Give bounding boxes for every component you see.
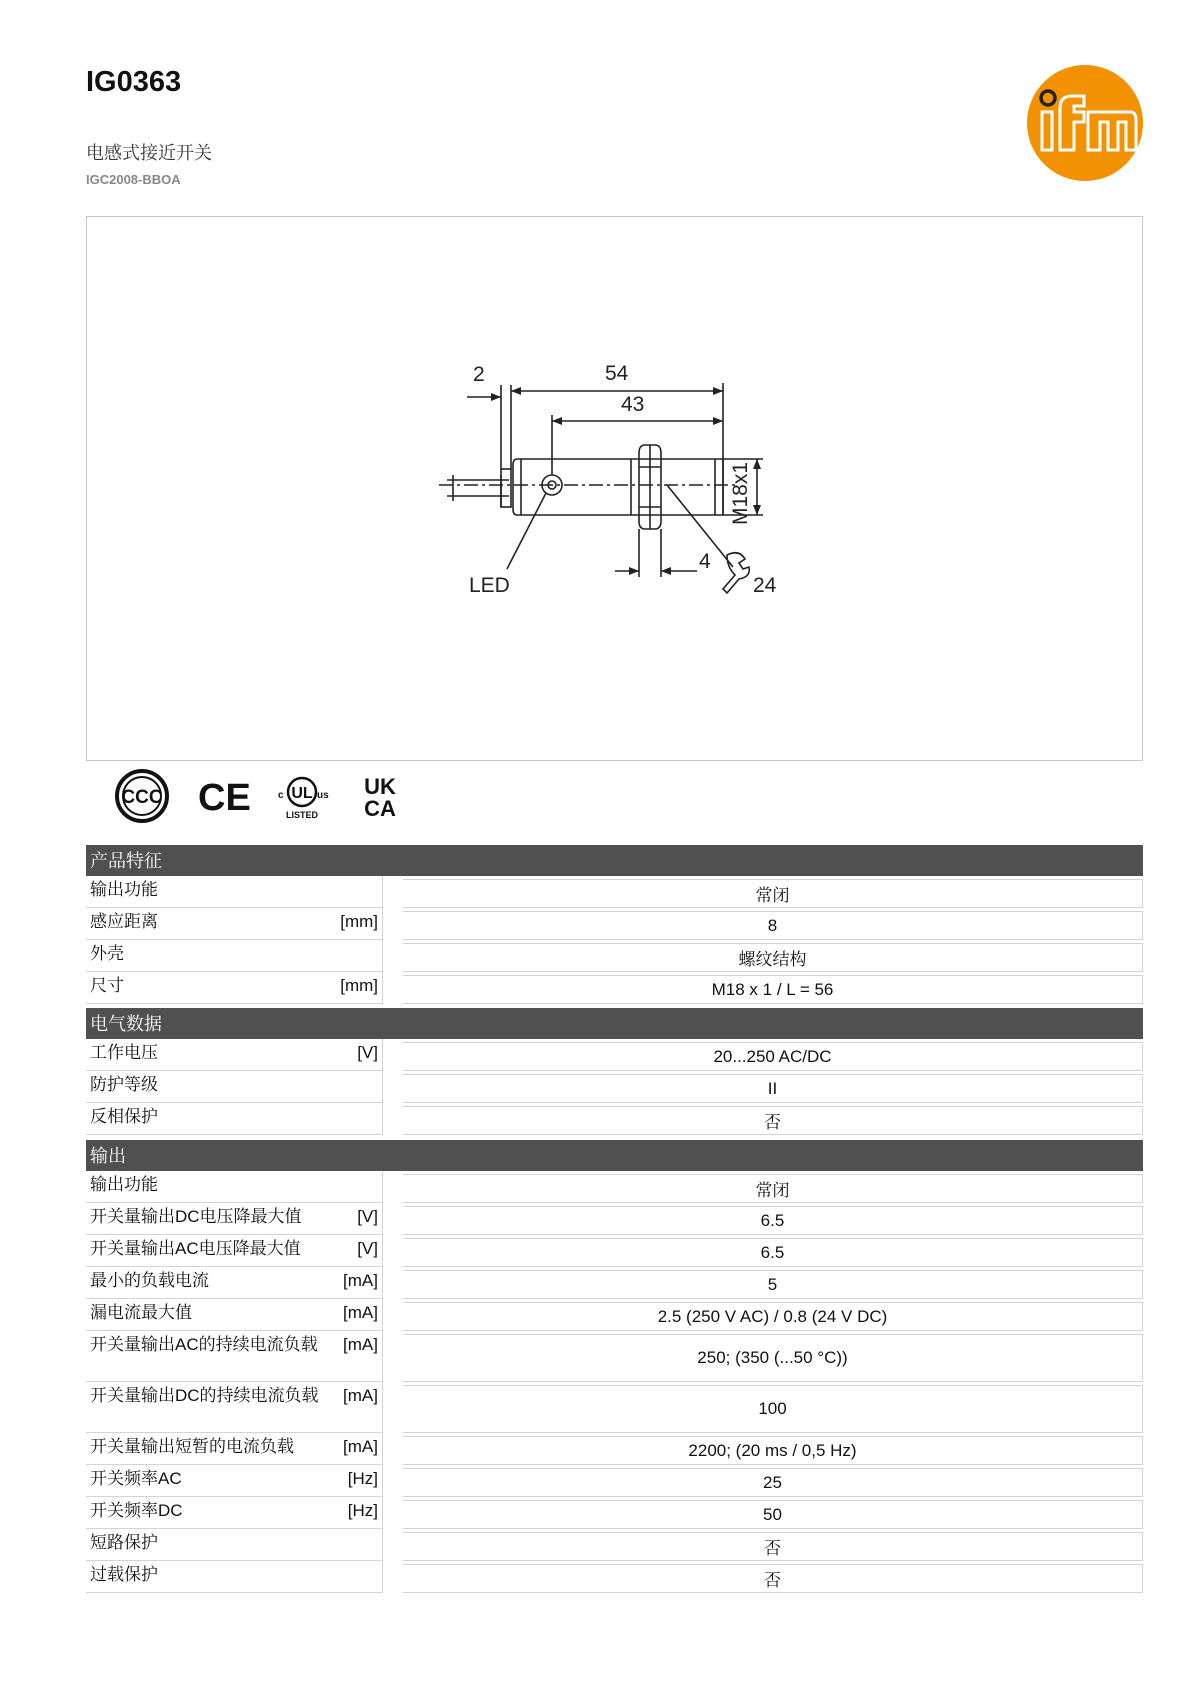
svg-text:us: us — [317, 790, 329, 801]
row-value: 20...250 AC/DC — [403, 1042, 1143, 1071]
table-row — [86, 1071, 1143, 1103]
row-value: 否 — [403, 1564, 1143, 1593]
led-label: LED — [469, 574, 510, 597]
row-value: 100 — [403, 1385, 1143, 1433]
dim-24-label: 24 — [753, 574, 777, 597]
table-row — [86, 908, 1143, 940]
row-unit: [V] — [357, 1043, 378, 1062]
row-value: 常闭 — [403, 879, 1143, 908]
row-label: 开关量输出AC的持续电流负载 — [90, 1335, 318, 1354]
dimension-drawing — [86, 216, 1143, 761]
row-label: 感应距离 — [90, 912, 158, 931]
row-value: 2.5 (250 V AC) / 0.8 (24 V DC) — [403, 1302, 1143, 1331]
ccc-mark — [114, 768, 170, 824]
row-unit: [mA] — [343, 1386, 378, 1405]
table-row — [86, 972, 1143, 1004]
table-row — [86, 1382, 1143, 1433]
dim-2-label: 2 — [473, 363, 485, 386]
svg-text:UK: UK — [364, 774, 396, 799]
row-label: 开关量输出DC的持续电流负载 — [90, 1386, 319, 1405]
dim-54-label: 54 — [605, 362, 629, 385]
svg-text:CA: CA — [364, 796, 396, 821]
row-value: M18 x 1 / L = 56 — [403, 975, 1143, 1004]
row-value: 6.5 — [403, 1206, 1143, 1235]
product-subtitle: 电感式接近开关 — [86, 143, 212, 163]
row-label: 反相保护 — [90, 1107, 158, 1126]
table-row — [86, 1465, 1143, 1497]
row-value: 50 — [403, 1500, 1143, 1529]
product-code: IGC2008-BBOA — [86, 172, 181, 187]
table-row — [86, 1171, 1143, 1203]
row-unit: [mA] — [343, 1335, 378, 1354]
table-row — [86, 1103, 1143, 1135]
section-header-electrical: 电气数据 — [86, 1008, 1143, 1039]
row-label: 漏电流最大值 — [90, 1303, 192, 1322]
table-row — [86, 876, 1143, 908]
ukca-mark — [358, 768, 402, 824]
table-row — [86, 1299, 1143, 1331]
row-label: 工作电压 — [90, 1043, 158, 1062]
row-label: 开关频率DC — [90, 1501, 183, 1520]
row-unit: [Hz] — [347, 1501, 378, 1520]
dim-4-label: 4 — [699, 550, 711, 573]
ul-listed-mark — [272, 768, 332, 824]
row-label: 尺寸 — [90, 976, 124, 995]
row-unit: [Hz] — [347, 1469, 378, 1488]
table-row — [86, 1267, 1143, 1299]
row-value: II — [403, 1074, 1143, 1103]
product-title: IG0363 — [86, 66, 182, 98]
table-row — [86, 1235, 1143, 1267]
svg-text:UL: UL — [291, 785, 313, 802]
row-value: 否 — [403, 1532, 1143, 1561]
row-label: 外壳 — [90, 944, 124, 963]
ifm-logo — [1026, 64, 1144, 182]
row-unit: [mA] — [343, 1437, 378, 1456]
row-label: 最小的负载电流 — [90, 1271, 209, 1290]
dim-43-label: 43 — [621, 393, 645, 416]
table-row — [86, 1331, 1143, 1382]
table-row — [86, 1433, 1143, 1465]
svg-text:c: c — [278, 790, 284, 801]
ifm-logo-text: ifm — [1026, 64, 1028, 65]
row-value: 常闭 — [403, 1174, 1143, 1203]
row-label: 开关量输出DC电压降最大值 — [90, 1207, 302, 1226]
row-label: 短路保护 — [90, 1533, 158, 1552]
row-unit: [mm] — [340, 912, 378, 931]
row-unit: [mA] — [343, 1303, 378, 1322]
row-label: 开关量输出AC电压降最大值 — [90, 1239, 301, 1258]
certification-marks — [100, 768, 430, 828]
row-value: 2200; (20 ms / 0,5 Hz) — [403, 1436, 1143, 1465]
table-row — [86, 1039, 1143, 1071]
row-value: 6.5 — [403, 1238, 1143, 1267]
table-row — [86, 940, 1143, 972]
row-value: 螺纹结构 — [403, 943, 1143, 972]
row-value: 5 — [403, 1270, 1143, 1299]
row-label: 防护等级 — [90, 1075, 158, 1094]
row-unit: [mm] — [340, 976, 378, 995]
table-row — [86, 1561, 1143, 1593]
row-unit: [mA] — [343, 1271, 378, 1290]
thread-label: M18x1 — [729, 461, 752, 525]
svg-text:CCC: CCC — [121, 787, 163, 808]
section-header-features: 产品特征 — [86, 845, 1143, 876]
row-label: 过载保护 — [90, 1565, 158, 1584]
row-unit: [V] — [357, 1239, 378, 1258]
svg-text:LISTED: LISTED — [285, 810, 319, 820]
row-value: 8 — [403, 911, 1143, 940]
svg-text:CE: CE — [198, 777, 251, 819]
row-label: 输出功能 — [90, 880, 158, 899]
row-value: 25 — [403, 1468, 1143, 1497]
table-row — [86, 1529, 1143, 1561]
table-row — [86, 1203, 1143, 1235]
row-value: 否 — [403, 1106, 1143, 1135]
section-header-output: 输出 — [86, 1140, 1143, 1171]
table-row — [86, 1497, 1143, 1529]
row-label: 输出功能 — [90, 1175, 158, 1194]
row-label: 开关频率AC — [90, 1469, 182, 1488]
row-label: 开关量输出短暂的电流负载 — [90, 1437, 294, 1456]
row-unit: [V] — [357, 1207, 378, 1226]
row-value: 250; (350 (...50 °C)) — [403, 1334, 1143, 1382]
ce-mark — [196, 768, 251, 824]
